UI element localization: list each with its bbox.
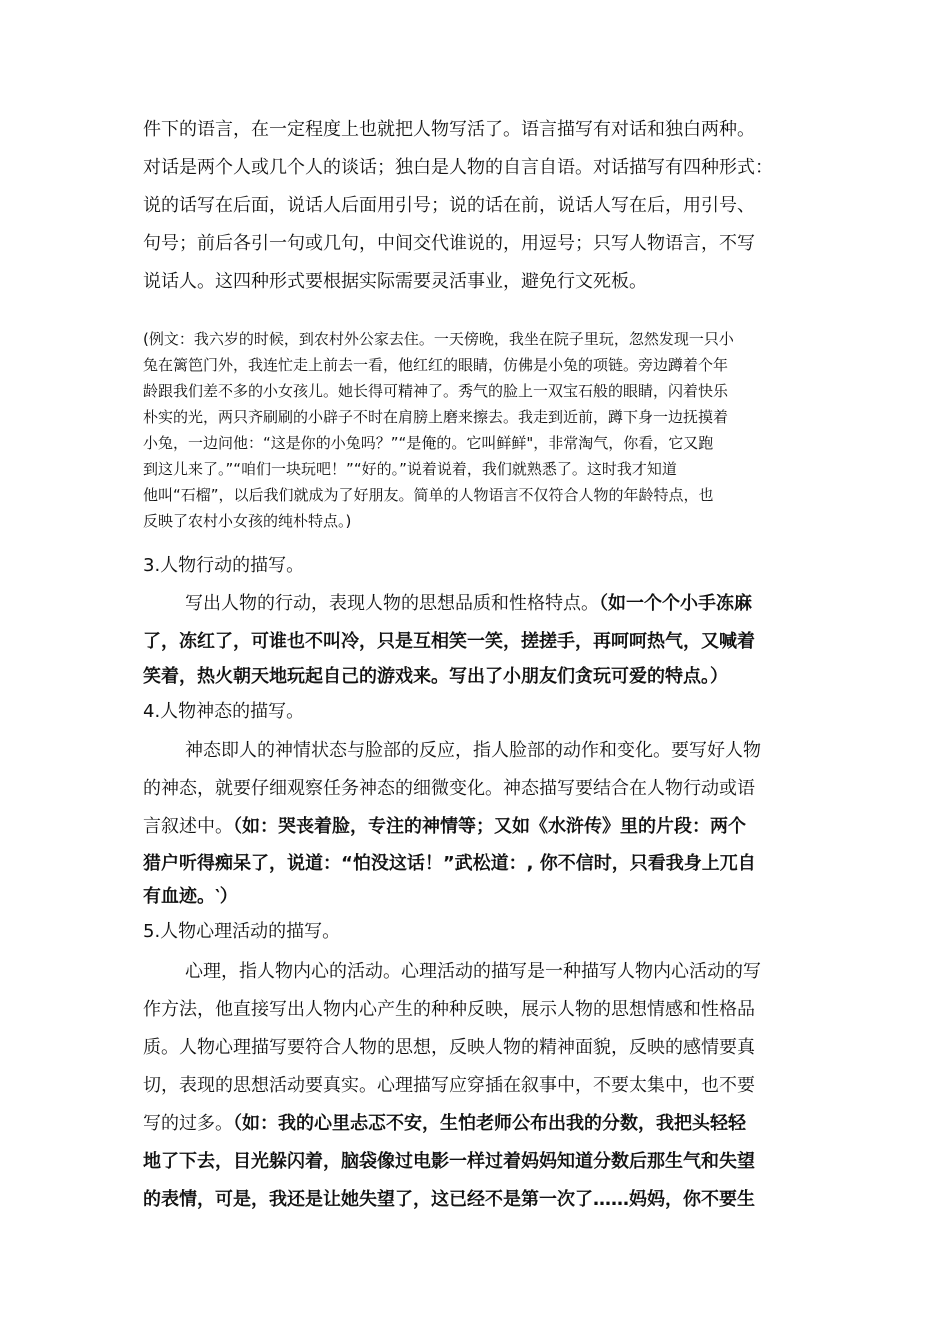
intro-line-3: 说的话写在后面，说话人后面用引号；说的话在前，说话人写在后，用引号、 xyxy=(143,195,755,216)
intro-line-4: 句号；前后各引一句或几句，中间交代谁说的，用逗号；只写人物语言，不写 xyxy=(143,233,755,254)
section5-line-5-text: 写的过多。 xyxy=(143,1113,233,1134)
section5-line-6: 地了下去，目光躲闪着，脑袋像过电影一样过着妈妈知道分数后那生气和失望 xyxy=(143,1151,755,1172)
section5-line-4: 切，表现的思想活动要真实。心理描写应穿插在叙事中，不要太集中，也不要 xyxy=(143,1075,755,1096)
example-line-6: 到这儿来了。”“咱们一块玩吧！”“好的。”说着说着，我们就熟悉了。这时我才知道 xyxy=(143,460,677,478)
intro-line-5: 说话人。这四种形式要根据实际需要灵活事业，避免行文死板。 xyxy=(143,271,647,292)
section4-line-3-text: 言叙述中。 xyxy=(143,816,233,837)
section3-line-1 xyxy=(185,593,752,615)
example-line-2: 兔在篱笆门外，我连忙走上前去一看，他红红的眼睛，仿佛是小兔的项链。旁边蹲着个年 xyxy=(143,356,729,374)
intro-line-2: 对话是两个人或几个人的谈话；独白是人物的自言自语。对话描写有四种形式： xyxy=(143,157,773,178)
section4-line-5: 有血迹。‵） xyxy=(143,886,238,907)
section4-heading: 4.人物神态的描写。 xyxy=(143,701,305,722)
section3-line-1-text: 写出人物的行动，表现人物的思想品质和性格特点。 xyxy=(185,593,599,614)
section4-line-4: 猎户听得痴呆了，说道：“怕没这话！”武松道：, 你不信时，只看我身上兀自 xyxy=(143,853,756,874)
section5-line-1: 心理，指人物内心的活动。心理活动的描写是一种描写人物内心活动的写 xyxy=(185,961,761,982)
section3-heading: 3.人物行动的描写。 xyxy=(143,555,305,576)
intro-line-1: 件下的语言，在一定程度上也就把人物写活了。语言描写有对话和独白两种。 xyxy=(143,119,755,140)
section5-line-5-example: （如：我的心里忐忑不安，生怕老师公布出我的分数，我把头轻轻 xyxy=(233,1113,746,1134)
section5-heading: 5.人物心理活动的描写。 xyxy=(143,921,341,942)
section3-line-1-example: （如一个个小手冻麻 xyxy=(599,593,752,614)
section5-line-2: 作方法，他直接写出人物内心产生的种种反映，展示人物的思想情感和性格品 xyxy=(143,999,755,1020)
section4-line-3 xyxy=(143,816,746,838)
section3-line-2: 了，冻红了，可谁也不叫冷，只是互相笑一笑，搓搓手，再呵呵热气，又喊着 xyxy=(143,631,755,652)
section3-line-3: 笑着，热火朝天地玩起自己的游戏来。写出了小朋友们贪玩可爱的特点。） xyxy=(143,666,728,687)
example-line-7: 他叫“石榴”，以后我们就成为了好朋友。简单的人物语言不仅符合人物的年龄特点，也 xyxy=(143,486,714,504)
example-line-4: 朴实的光，两只齐刷刷的小辟子不时在肩膀上磨来擦去。我走到近前，蹲下身一边抚摸着 xyxy=(143,408,729,426)
section5-line-3: 质。人物心理描写要符合人物的思想，反映人物的精神面貌，反映的感情要真 xyxy=(143,1037,755,1058)
example-line-8: 反映了农村小女孩的纯朴特点。) xyxy=(143,512,352,530)
example-line-5: 小兔，一边问他：“这是你的小兔吗？”“是俺的。它叫鲜鲜"，非常淘气，你看，它又跑 xyxy=(143,434,714,452)
section4-line-2: 的神态，就要仔细观察任务神态的细微变化。神态描写要结合在人物行动或语 xyxy=(143,778,755,799)
section5-line-5 xyxy=(143,1113,746,1135)
section5-line-7: 的表情，可是，我还是让她失望了，这已经不是第一次了……妈妈，你不要生 xyxy=(143,1189,755,1210)
example-line-3: 龄跟我们差不多的小女孩儿。她长得可精神了。秀气的脸上一双宝石般的眼睛，闪着快乐 xyxy=(143,382,729,400)
section4-line-3-example: （如：哭丧着脸，专注的神情等；又如《水浒传》里的片段：两个 xyxy=(233,816,746,837)
section4-line-1: 神态即人的神情状态与脸部的反应，指人脸部的动作和变化。要写好人物 xyxy=(185,740,761,761)
example-line-1: (例文：我六岁的时候，到农村外公家去住。一天傍晚，我坐在院子里玩，忽然发现一只小 xyxy=(143,330,734,348)
